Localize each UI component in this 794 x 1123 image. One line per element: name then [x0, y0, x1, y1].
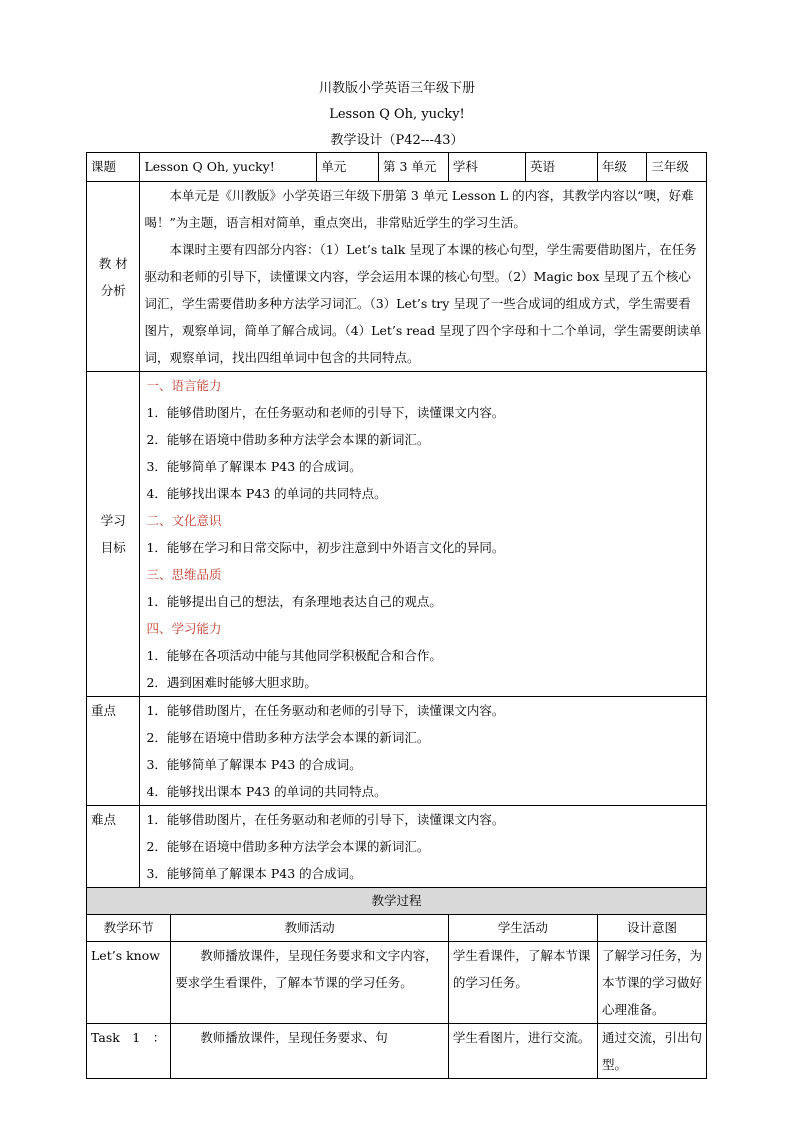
process-student: 学生看图片，进行交流。: [448, 1024, 597, 1079]
process-teacher: [171, 942, 449, 1024]
unit-label: 单元: [317, 153, 379, 182]
analysis-paragraph-1: 本单元是《川教版》小学英语三年级下册第 3 单元 Lesson L 的内容，其教学内容以“噢，好难喝！”为主题，语言相对简单，重点突出，非常贴近学生的学习生活。: [144, 188, 694, 230]
objectives-label-line2: 目标: [100, 540, 126, 555]
difficulty-item: 2．能够在语境中借助多种方法学会本课的新词汇。: [146, 839, 430, 854]
difficulty-item: 1．能够借助图片，在任务驱动和老师的引导下，读懂课文内容。: [146, 812, 505, 827]
document-titles: [0, 76, 794, 154]
objective-item: 1．能够在学习和日常交际中，初步注意到中外语言文化的异同。: [146, 540, 505, 555]
analysis-content: [140, 182, 707, 372]
document-title-design: 教学设计（P42---43）: [330, 133, 464, 148]
objectives-content: [140, 372, 707, 697]
grade-label: 年级: [597, 153, 646, 182]
process-col-teacher: 教师活动: [171, 915, 449, 942]
objectives-row: [87, 372, 707, 697]
process-teacher-text: 教师播放课件，呈现任务要求和文字内容，要求学生看课件，了解本节课的学习任务。: [175, 948, 438, 990]
lesson-plan-table: [86, 152, 707, 1079]
key-points-label: 重点: [87, 697, 140, 806]
process-header-row: [87, 915, 707, 942]
objective-heading-culture: 二、文化意识: [146, 513, 222, 528]
document-title-series: 川教版小学英语三年级下册: [318, 81, 475, 96]
difficulties-label: 难点: [87, 806, 140, 888]
process-title-row: [87, 888, 707, 915]
key-point-item: 3．能够简单了解课本 P43 的合成词。: [146, 757, 362, 772]
topic-value: Lesson Q Oh, yucky!: [140, 153, 317, 182]
grade-value: 三年级: [647, 153, 707, 182]
objective-item: 4．能够找出课本 P43 的单词的共同特点。: [146, 486, 387, 501]
difficulties-row: [87, 806, 707, 888]
process-teacher-text: 教师播放课件，呈现任务要求、句: [200, 1030, 388, 1045]
process-col-student: 学生活动: [448, 915, 597, 942]
key-point-item: 1．能够借助图片，在任务驱动和老师的引导下，读懂课文内容。: [146, 703, 505, 718]
subject-label: 学科: [448, 153, 525, 182]
analysis-row: [87, 182, 707, 372]
process-row-task-1: [87, 1024, 707, 1079]
process-intent: 了解学习任务，为本节课的学习做好心理准备。: [597, 942, 706, 1024]
process-title: 教学过程: [87, 888, 707, 915]
process-student: 学生看课件，了解本节课的学习任务。: [448, 942, 597, 1024]
objective-heading-thinking: 三、思维品质: [146, 567, 222, 582]
difficulties-content: [140, 806, 707, 888]
difficulty-item: 3．能够简单了解课本 P43 的合成词。: [146, 866, 362, 881]
process-stage: Let’s know: [87, 942, 171, 1024]
process-intent: 通过交流，引出句型。: [597, 1024, 706, 1079]
objective-heading-learning: 四、学习能力: [146, 621, 222, 636]
objective-item: 2．遇到困难时能够大胆求助。: [146, 675, 317, 690]
info-row: [87, 153, 707, 182]
objective-item: 2．能够在语境中借助多种方法学会本课的新词汇。: [146, 432, 430, 447]
key-points-content: [140, 697, 707, 806]
key-point-item: 4．能够找出课本 P43 的单词的共同特点。: [146, 784, 387, 799]
objectives-label-line1: 学习: [100, 513, 126, 528]
unit-value: 第 3 单元: [378, 153, 448, 182]
key-points-row: [87, 697, 707, 806]
document-title-lesson: Lesson Q Oh, yucky!: [329, 107, 465, 122]
process-col-intent: 设计意图: [597, 915, 706, 942]
topic-label: 课题: [87, 153, 140, 182]
subject-value: 英语: [526, 153, 598, 182]
objective-heading-language: 一、语言能力: [146, 378, 222, 393]
objective-item: 1．能够借助图片，在任务驱动和老师的引导下，读懂课文内容。: [146, 405, 505, 420]
process-stage: Task 1 ：: [87, 1024, 171, 1079]
objective-item: 1．能够提出自己的想法，有条理地表达自己的观点。: [146, 594, 442, 609]
process-col-stage: 教学环节: [87, 915, 171, 942]
analysis-paragraph-2: 本课时主要有四部分内容：（1）Let’s talk 呈现了本课的核心句型，学生需要借助图片，在任务驱动和老师的引导下，读懂课文内容，学会运用本课的核心句型。（2）Magic box 呈现了五个核心词汇，学生需要借助多种方法学习词汇。（3）Let’s try 呈现了一些合成词的组成方式，学生需要看图片，观察单词，简单了解合成词。（4）Let’s read 呈现了四个字母和十二个单词，学生需要朗读单词，观察单词，找出四组单词中包含的共同特点。: [144, 242, 702, 365]
objectives-label: [87, 372, 140, 697]
key-point-item: 2．能够在语境中借助多种方法学会本课的新词汇。: [146, 730, 430, 745]
objective-item: 1．能够在各项活动中能与其他同学积极配合和合作。: [146, 648, 442, 663]
objective-item: 3．能够简单了解课本 P43 的合成词。: [146, 459, 362, 474]
process-teacher: [171, 1024, 449, 1079]
analysis-label: 教 材 分析: [87, 182, 140, 372]
process-row-lets-know: [87, 942, 707, 1024]
